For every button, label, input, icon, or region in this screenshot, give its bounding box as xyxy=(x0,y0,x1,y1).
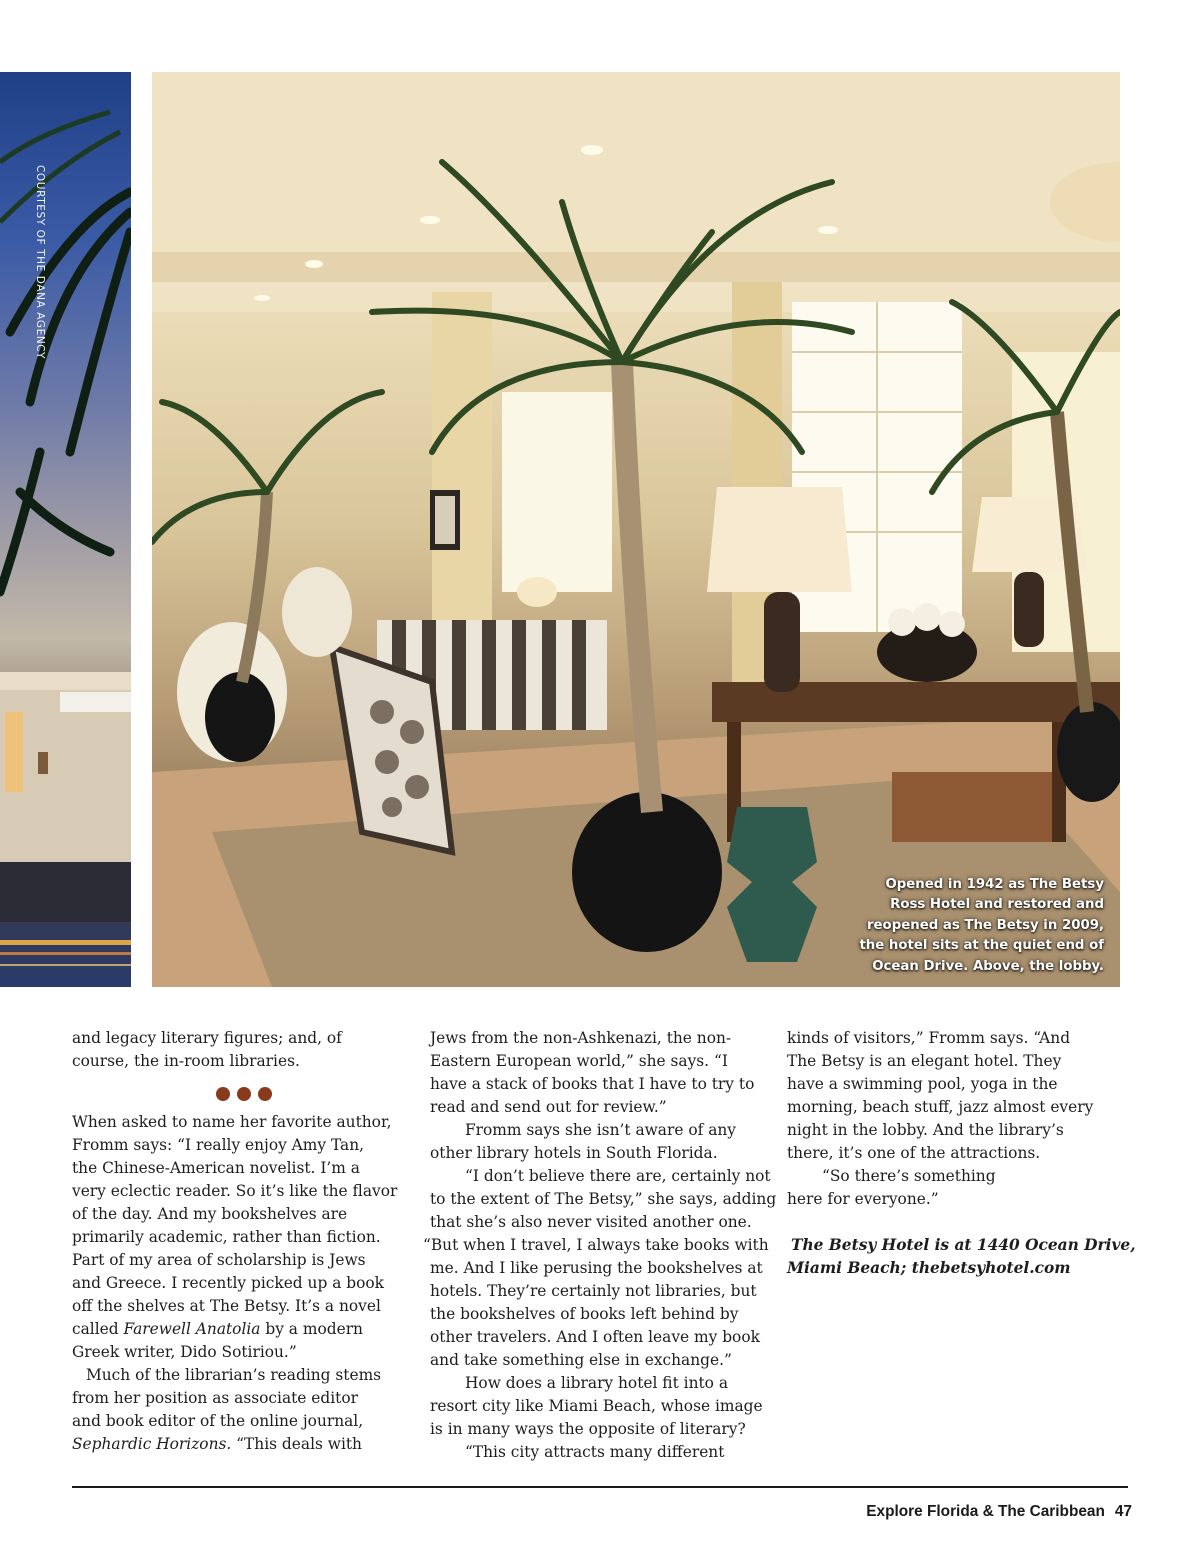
paragraph-spacer xyxy=(787,1211,1117,1234)
body-line: the Chinese-American novelist. I’m a xyxy=(72,1159,360,1177)
body-line: from her position as associate editor xyxy=(72,1389,358,1407)
body-line: Jews from the non-Ashkenazi, the non- xyxy=(430,1029,732,1047)
body-line: read and send out for review.” xyxy=(430,1098,667,1116)
body-line: and Greece. I recently picked up a book xyxy=(72,1274,384,1292)
street-scene-illustration xyxy=(0,72,131,987)
page-number: 47 xyxy=(1114,1503,1132,1520)
lobby-illustration xyxy=(152,72,1120,987)
caption-line: Ross Hotel and restored and xyxy=(890,897,1104,912)
body-line: have a stack of books that I have to try to xyxy=(430,1075,755,1093)
dot-ornament xyxy=(237,1087,251,1101)
body-line: “But when I travel, I always take books with xyxy=(423,1236,769,1254)
body-line: other library hotels in South Florida. xyxy=(430,1144,718,1162)
side-photo-street-scene xyxy=(0,72,131,987)
page-footer xyxy=(866,1503,1132,1521)
body-line: hotels. They’re certainly not libraries, but xyxy=(430,1282,757,1300)
publication-name: Explore Florida & The Caribbean xyxy=(866,1503,1105,1520)
caption-line: reopened as The Betsy in 2009, xyxy=(866,917,1104,933)
photo-caption xyxy=(859,875,1104,978)
body-line: course, the in-room libraries. xyxy=(72,1052,300,1070)
body-line: to the extent of The Betsy,” she says, adding xyxy=(430,1190,777,1208)
body-line: “This city attracts many different xyxy=(465,1443,725,1461)
body-line: primarily academic, rather than fiction. xyxy=(72,1228,381,1246)
body-line: Much of the librarian’s reading stems xyxy=(86,1366,382,1384)
dot-ornament xyxy=(258,1087,272,1101)
body-line: and take something else in exchange.” xyxy=(430,1351,732,1369)
dot-ornament xyxy=(216,1087,230,1101)
body-line: The Betsy is an elegant hotel. They xyxy=(787,1052,1062,1070)
body-line: have a swimming pool, yoga in the xyxy=(787,1075,1058,1093)
body-line: Greek writer, Dido Sotiriou.” xyxy=(72,1343,297,1361)
body-line: me. And I like perusing the bookshelves at xyxy=(430,1259,763,1277)
article-column-1 xyxy=(72,1027,404,1456)
body-line: and book editor of the online journal, xyxy=(72,1412,364,1430)
caption-line: the hotel sits at the quiet end of xyxy=(859,938,1104,953)
footer-rule xyxy=(72,1486,1128,1488)
body-line: Fromm says she isn’t aware of any xyxy=(465,1121,736,1139)
body-line: the bookshelves of books left behind by xyxy=(430,1305,739,1323)
body-line: and legacy literary figures; and, of xyxy=(72,1029,342,1047)
body-line: here for everyone.” xyxy=(787,1190,939,1208)
body-line: When asked to name her favorite author, xyxy=(72,1113,392,1131)
article-column-3 xyxy=(787,1027,1136,1280)
main-photo-lobby xyxy=(152,72,1120,987)
body-line: there, it’s one of the attractions. xyxy=(787,1144,1041,1162)
body-text: called xyxy=(72,1320,124,1338)
section-break-dots xyxy=(72,1087,404,1101)
body-line: Part of my area of scholarship is Jews xyxy=(72,1251,366,1269)
photo-credit: COURTESY OF THE DANA AGENCY xyxy=(34,165,46,360)
body-line xyxy=(72,1433,404,1456)
body-line: “I don’t believe there are, certainly not xyxy=(465,1167,771,1185)
body-line: morning, beach stuff, jazz almost every xyxy=(787,1098,1094,1116)
body-line: night in the lobby. And the library’s xyxy=(787,1121,1064,1139)
hotel-info-line: The Betsy Hotel is at 1440 Ocean Drive, xyxy=(791,1236,1136,1254)
body-text: “This deals with xyxy=(231,1435,362,1453)
journal-title: Sephardic Horizons. xyxy=(72,1435,232,1453)
caption-line: Ocean Drive. Above, the lobby. xyxy=(872,958,1104,974)
body-line: Eastern European world,” she says. “I xyxy=(430,1052,728,1070)
body-line: very eclectic reader. So it’s like the flavor xyxy=(72,1182,398,1200)
body-line: resort city like Miami Beach, whose image xyxy=(430,1397,763,1415)
body-line: How does a library hotel fit into a xyxy=(465,1374,728,1392)
body-line: “So there’s something xyxy=(822,1167,996,1185)
body-line: off the shelves at The Betsy. It’s a novel xyxy=(72,1297,381,1315)
body-line: Fromm says: “I really enjoy Amy Tan, xyxy=(72,1136,365,1154)
body-line xyxy=(72,1318,404,1341)
body-line: other travelers. And I often leave my book xyxy=(430,1328,760,1346)
article-column-2 xyxy=(423,1027,777,1464)
body-text: by a modern xyxy=(260,1320,363,1338)
body-line: is in many ways the opposite of literary? xyxy=(430,1420,746,1438)
body-line: of the day. And my bookshelves are xyxy=(72,1205,348,1223)
caption-line: Opened in 1942 as The Betsy xyxy=(885,876,1104,892)
book-title: Farewell Anatolia xyxy=(123,1320,261,1338)
body-line: kinds of visitors,” Fromm says. “And xyxy=(787,1029,1071,1047)
body-line: that she’s also never visited another one. xyxy=(430,1213,752,1231)
hotel-info-line: Miami Beach; thebetsyhotel.com xyxy=(787,1259,1071,1277)
